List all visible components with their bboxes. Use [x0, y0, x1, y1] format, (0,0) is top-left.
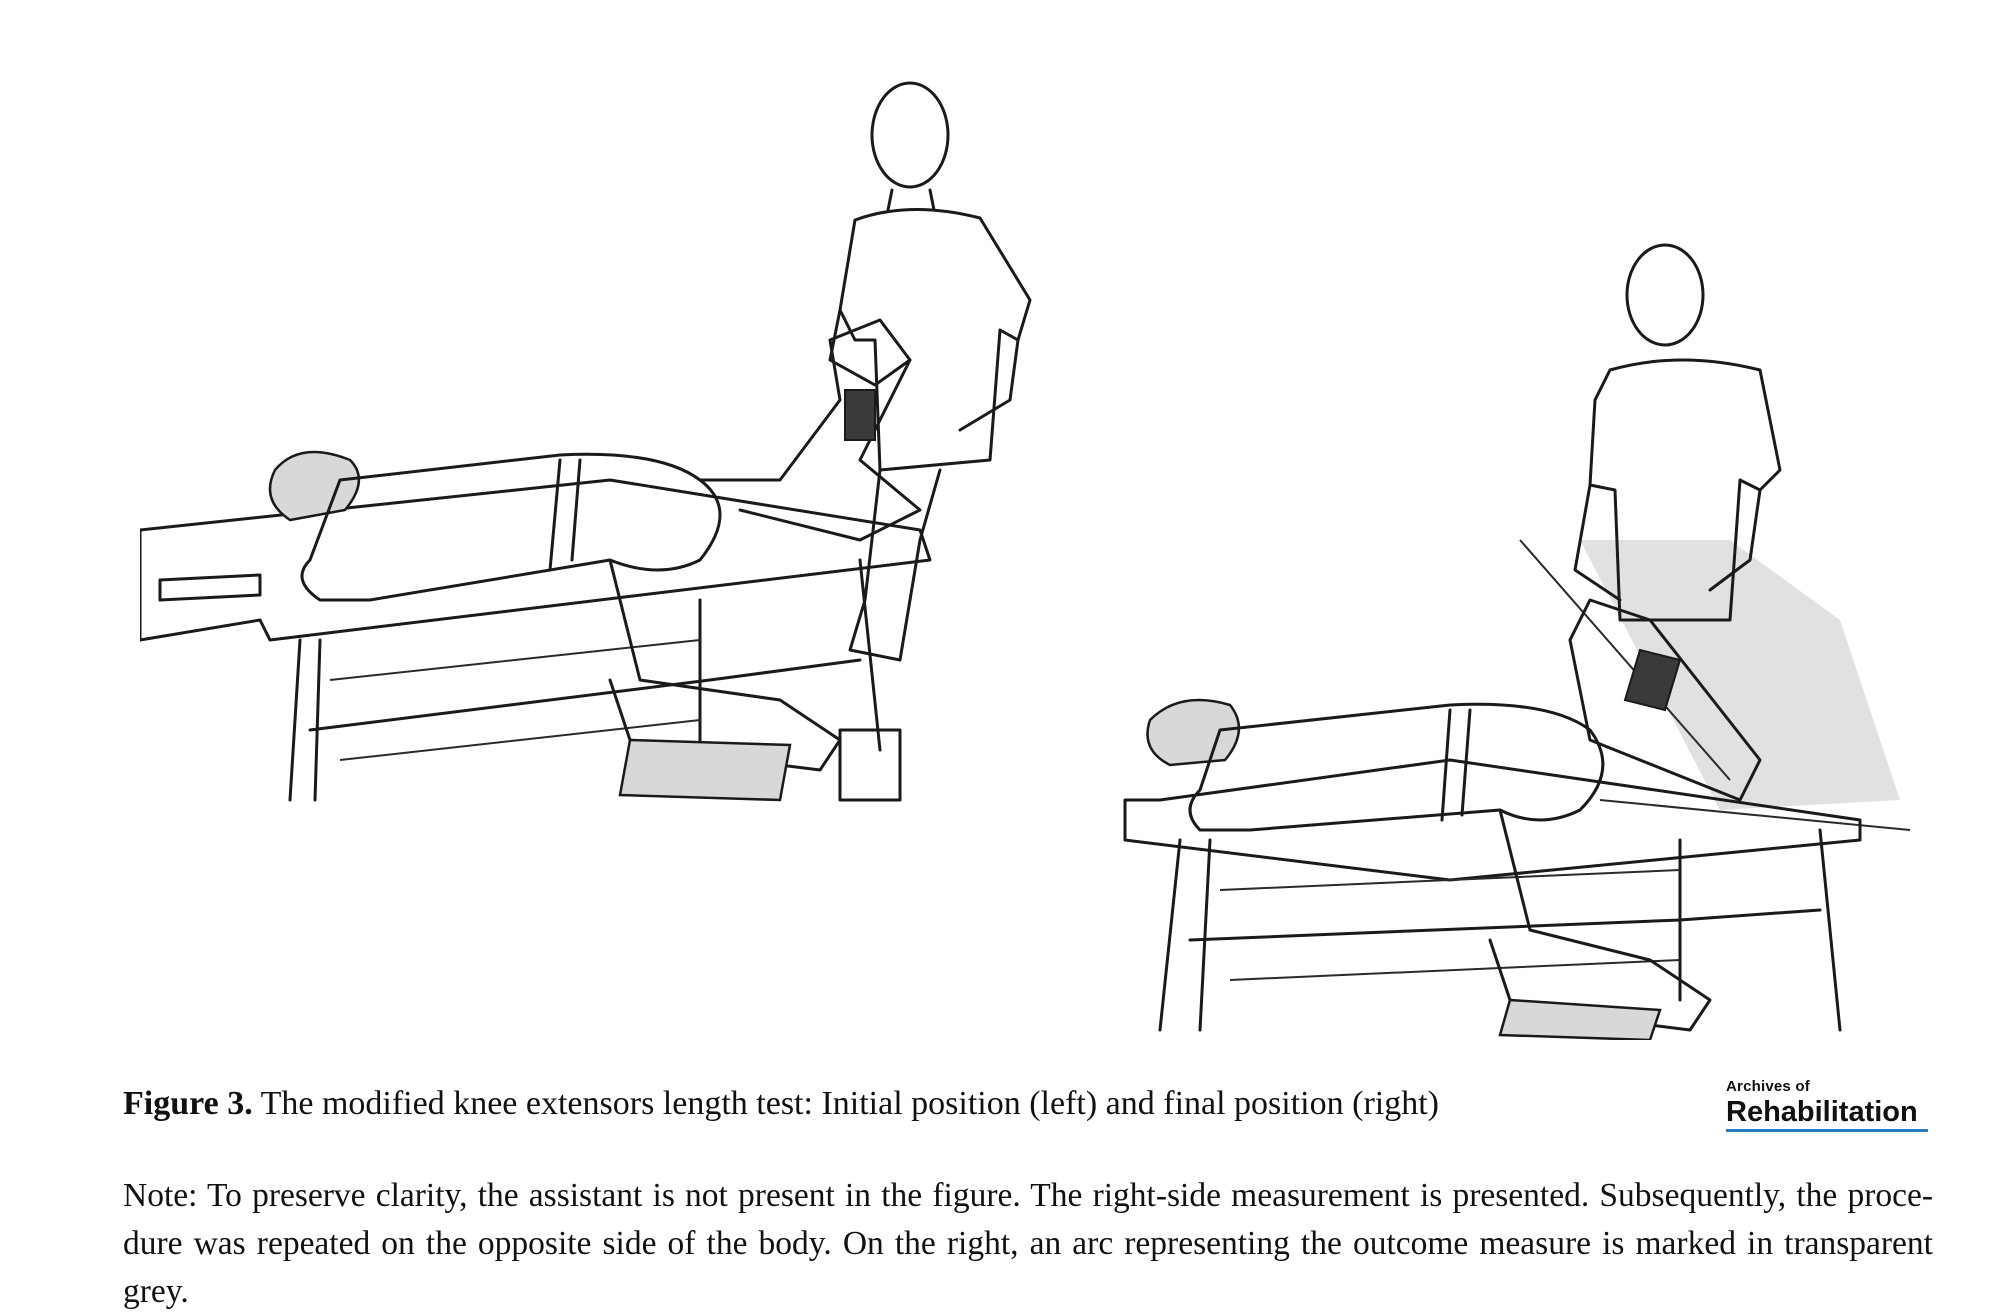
figure-caption [123, 1082, 1439, 1126]
final-position-illustration [1120, 240, 1920, 1040]
initial-position-illustration [140, 40, 1040, 820]
logo-line-2: Rehabilitation [1726, 1096, 1928, 1132]
initial-position-drawing [140, 40, 1040, 820]
figure-caption-row [123, 1078, 1943, 1142]
journal-logo [1726, 1078, 1948, 1138]
patient-figure-right [1148, 600, 1761, 1040]
figure-label: Figure 3. [123, 1085, 253, 1122]
patient-figure-left [270, 320, 920, 800]
final-position-drawing [1120, 240, 1920, 1040]
outcome-arc-shape [1580, 540, 1900, 810]
figure-caption-text: The modified knee extensors length test: Initial position (left) and final position (right) [252, 1085, 1439, 1122]
logo-line-1: Archives of [1726, 1078, 1810, 1095]
figure-note: Note: To preserve clarity, the assistant is not present in the figure. The right-side measurement is presented. Subsequently, the proce-dure was repeated on the opposite side of the body. On the right, an arc representing the outcome measure is marked in transparent grey. [123, 1177, 1933, 1310]
